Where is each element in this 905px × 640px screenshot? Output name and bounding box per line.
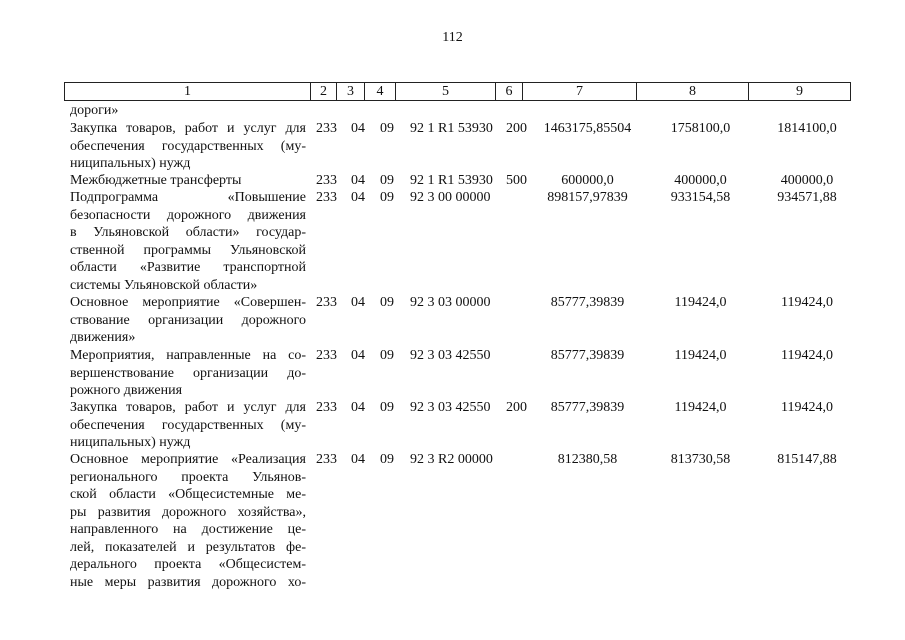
cell-col-3: 04 <box>351 295 365 310</box>
cell-col-4: 09 <box>380 190 394 205</box>
cell-col-2: 233 <box>316 348 337 363</box>
cell-col-4: 09 <box>380 121 394 136</box>
description-line: ствование организации дорожного <box>70 312 306 328</box>
description-line: системы Ульяновской области» <box>70 277 258 293</box>
description-line: Межбюджетные трансферты <box>70 173 242 188</box>
cell-col-4: 09 <box>380 173 394 188</box>
description-line: безопасности дорожного движения <box>70 207 306 223</box>
cell-col-7: 898157,97839 <box>547 190 628 205</box>
cell-col-3: 04 <box>351 190 365 205</box>
cell-col-5: 92 1 R1 53930 <box>410 173 493 188</box>
header-col-2: 2 <box>311 83 337 101</box>
cell-col-2: 233 <box>316 295 337 310</box>
cell-col-3: 04 <box>351 452 365 467</box>
cell-col-5: 92 3 00 00000 <box>410 190 491 205</box>
cell-col-6: 500 <box>506 173 527 188</box>
page-number: 112 <box>442 30 463 45</box>
description-line: Мероприятия, направленные на со- <box>70 348 306 363</box>
cell-col-7: 85777,39839 <box>550 400 625 415</box>
description-line: вершенствование организации до- <box>70 365 306 381</box>
cell-col-2: 233 <box>316 400 337 415</box>
description-line: Закупка товаров, работ и услуг для <box>70 121 306 136</box>
description-line: движения» <box>70 330 136 345</box>
cell-col-7: 812380,58 <box>557 452 618 467</box>
cell-col-6: 200 <box>506 400 527 415</box>
cell-col-8: 119424,0 <box>674 348 727 363</box>
row-description <box>70 189 306 294</box>
cell-col-8: 119424,0 <box>674 295 727 310</box>
cell-col-8: 400000,0 <box>674 173 727 188</box>
description-line: ные меры развития дорожного хо- <box>70 574 306 590</box>
description-line: в Ульяновской области» государ- <box>70 225 306 240</box>
cell-col-4: 09 <box>380 452 394 467</box>
description-line: Основное мероприятие «Реализация <box>70 452 306 467</box>
cell-col-7: 85777,39839 <box>550 348 625 363</box>
cell-col-8: 119424,0 <box>674 400 727 415</box>
cell-col-5: 92 3 03 42550 <box>410 348 491 363</box>
description-line: рожного движения <box>70 383 183 398</box>
row-description <box>70 172 306 190</box>
cell-col-6: 200 <box>506 121 527 136</box>
header-col-8: 8 <box>637 83 749 101</box>
cell-col-9: 934571,88 <box>777 190 837 205</box>
header-col-9: 9 <box>749 83 851 101</box>
cell-col-4: 09 <box>380 348 394 363</box>
cell-col-3: 04 <box>351 348 365 363</box>
cell-col-8: 933154,58 <box>670 190 731 205</box>
description-line: направленного на достижение це- <box>70 522 306 537</box>
cell-col-2: 233 <box>316 452 337 467</box>
cell-col-4: 09 <box>380 295 394 310</box>
description-line: области «Развитие транспортной <box>70 260 306 275</box>
description-line: лей, показателей и результатов фе- <box>70 539 306 555</box>
cell-col-9: 119424,0 <box>781 295 833 310</box>
cell-col-5: 92 3 03 42550 <box>410 400 491 415</box>
description-line: ской области «Общесистемные ме- <box>70 487 306 502</box>
cell-col-3: 04 <box>351 400 365 415</box>
cell-col-9: 119424,0 <box>781 348 833 363</box>
cell-col-9: 815147,88 <box>777 452 837 467</box>
header-col-6: 6 <box>496 83 523 101</box>
description-line: ниципальных) нужд <box>70 156 191 171</box>
description-line: Подпрограмма «Повышение <box>70 190 306 205</box>
cell-col-9: 400000,0 <box>780 173 834 188</box>
header-col-4: 4 <box>365 83 396 101</box>
description-line: Основное мероприятие «Совершен- <box>70 295 306 310</box>
header-col-5: 5 <box>396 83 496 101</box>
cell-col-9: 119424,0 <box>781 400 833 415</box>
row-description <box>70 347 306 400</box>
cell-col-2: 233 <box>316 190 337 205</box>
header-col-3: 3 <box>337 83 365 101</box>
cell-col-5: 92 1 R1 53930 <box>410 121 493 136</box>
column-number-header <box>64 82 851 101</box>
description-line: обеспечения государственных (му- <box>70 417 306 433</box>
cell-col-7: 600000,0 <box>561 173 614 188</box>
cell-col-7: 85777,39839 <box>550 295 625 310</box>
row-description <box>70 399 306 452</box>
description-line: обеспечения государственных (му- <box>70 138 306 154</box>
row-description <box>70 451 306 591</box>
cell-col-7: 1463175,85504 <box>543 121 632 136</box>
header-col-7: 7 <box>523 83 637 101</box>
description-line: дороги» <box>70 103 119 118</box>
description-line: ры развития дорожного хозяйства», <box>70 504 306 520</box>
cell-col-9: 1814100,0 <box>777 121 837 136</box>
cell-col-3: 04 <box>351 173 365 188</box>
cell-col-3: 04 <box>351 121 365 136</box>
description-line: Закупка товаров, работ и услуг для <box>70 400 306 415</box>
row-description <box>70 294 306 347</box>
cell-col-4: 09 <box>380 400 394 415</box>
cell-col-2: 233 <box>316 173 337 188</box>
cell-col-8: 813730,58 <box>670 452 731 467</box>
description-line: дерального проекта «Общесистем- <box>70 557 306 572</box>
cell-col-5: 92 3 R2 00000 <box>410 452 493 467</box>
description-line: регионального проекта Ульянов- <box>70 469 306 485</box>
row-description <box>70 102 306 120</box>
header-col-1: 1 <box>65 83 311 101</box>
cell-col-2: 233 <box>316 121 337 136</box>
cell-col-5: 92 3 03 00000 <box>410 295 491 310</box>
description-line: ственной программы Ульяновской <box>70 242 306 258</box>
row-description <box>70 120 306 173</box>
description-line: ниципальных) нужд <box>70 435 191 450</box>
cell-col-8: 1758100,0 <box>670 121 731 136</box>
